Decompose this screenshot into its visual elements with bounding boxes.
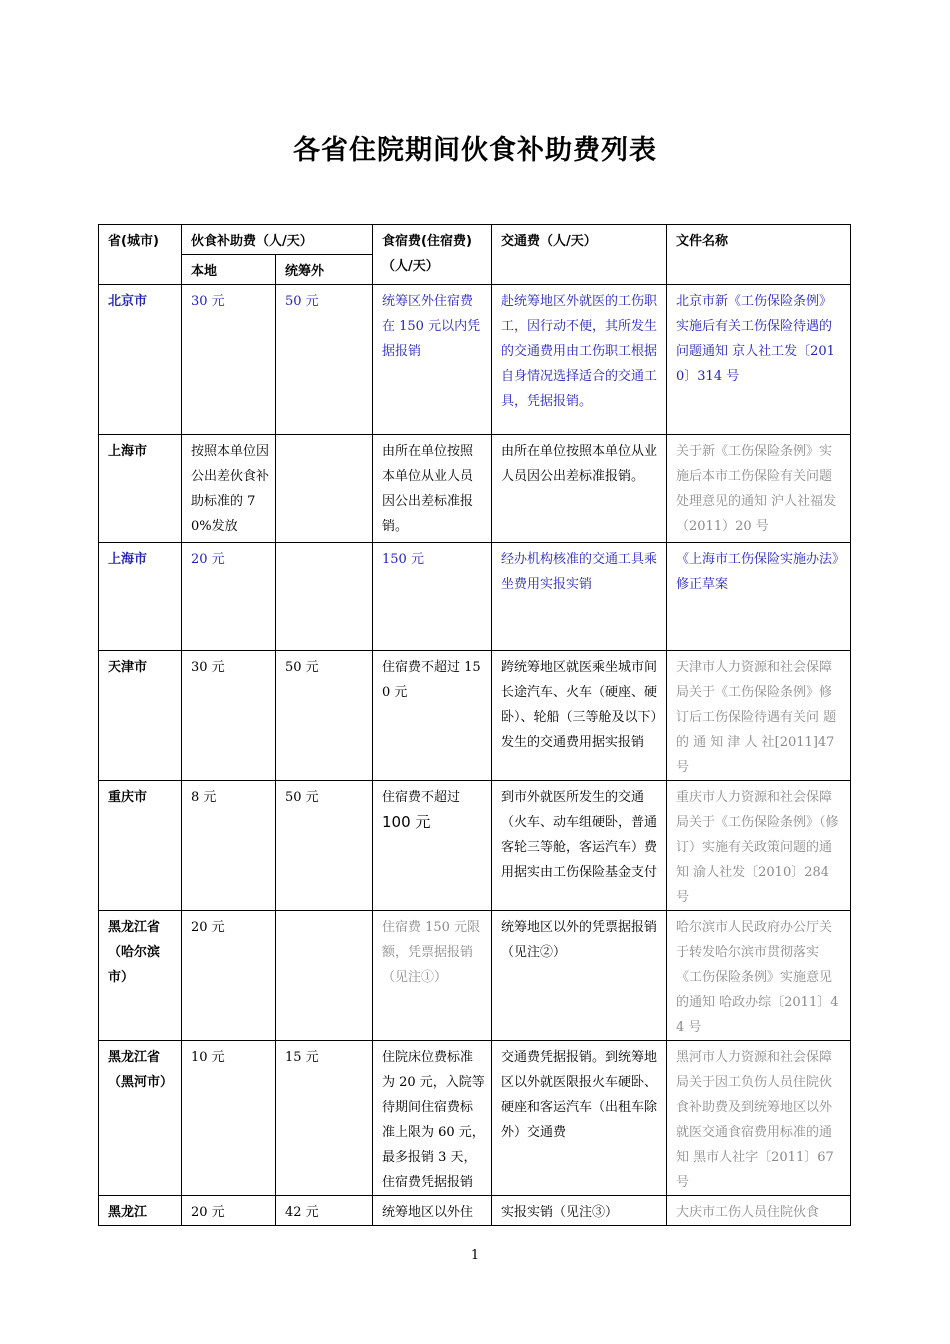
province-cell: 黑龙江: [99, 1196, 182, 1226]
document-cell: 北京市新《工伤保险条例》实施后有关工伤保险待遇的问题通知 京人社工发〔2010〕314 号: [667, 285, 851, 435]
outside-cell: 15 元: [276, 1041, 373, 1196]
province-cell: 黑龙江省（黑河市）: [99, 1041, 182, 1196]
table-row: [99, 435, 851, 543]
outside-cell: [276, 543, 373, 651]
table-row: [99, 781, 851, 911]
local-cell: 10 元: [182, 1041, 276, 1196]
local-cell: 按照本单位因公出差伙食补助标准的 70%发放: [182, 435, 276, 543]
document-cell: 重庆市人力资源和社会保障局关于《工伤保险条例》（修订）实施有关政策问题的通知 渝人社发〔2010〕284 号: [667, 781, 851, 911]
lodging-cell: 住院床位费标准为 20 元，入院等待期间住宿费标准上限为 60 元，最多报销 3 天，住宿费凭据报销: [373, 1041, 492, 1196]
outside-cell: [276, 911, 373, 1041]
province-cell: 北京市: [99, 285, 182, 435]
lodging-amount: 100 元: [382, 813, 431, 831]
local-cell: 20 元: [182, 911, 276, 1041]
table-row: [99, 543, 851, 651]
outside-cell: 50 元: [276, 285, 373, 435]
province-cell: 天津市: [99, 651, 182, 781]
local-cell: 8 元: [182, 781, 276, 911]
outside-cell: [276, 435, 373, 543]
header-transport: 交通费（人/天）: [492, 225, 667, 285]
header-province: 省(城市): [99, 225, 182, 285]
local-cell: 30 元: [182, 285, 276, 435]
document-cell: 天津市人力资源和社会保障局关于《工伤保险条例》修订后工伤保险待遇有关问 题 的 通 知 津 人 社[2011]47 号: [667, 651, 851, 781]
lodging-cell: 统筹区外住宿费在 150 元以内凭据报销: [373, 285, 492, 435]
local-cell: 20 元: [182, 1196, 276, 1226]
table-row: [99, 1041, 851, 1196]
document-cell: 哈尔滨市人民政府办公厅关于转发哈尔滨市贯彻落实《工伤保险条例》实施意见的通知 哈政办综〔2011〕44 号: [667, 911, 851, 1041]
lodging-cell: [373, 781, 492, 911]
province-cell: 上海市: [99, 543, 182, 651]
header-local: 本地: [182, 255, 276, 285]
local-cell: 30 元: [182, 651, 276, 781]
province-cell: 上海市: [99, 435, 182, 543]
transport-cell: 统筹地区以外的凭票据报销（见注②）: [492, 911, 667, 1041]
lodging-cell: 住宿费不超过 150 元: [373, 651, 492, 781]
document-cell: 黑河市人力资源和社会保障局关于因工负伤人员住院伙食补助费及到统筹地区以外就医交通食宿费用标准的通知 黑市人社字〔2011〕67 号: [667, 1041, 851, 1196]
header-lodging: 食宿费(住宿费)（人/天）: [373, 225, 492, 285]
lodging-cell: 住宿费 150 元限额，凭票据报销（见注①）: [373, 911, 492, 1041]
table-row: [99, 911, 851, 1041]
lodging-cell: 由所在单位按照本单位从业人员因公出差标准报销。: [373, 435, 492, 543]
local-cell: 20 元: [182, 543, 276, 651]
outside-cell: 50 元: [276, 651, 373, 781]
lodging-text: 住宿费不超过: [382, 790, 461, 805]
document-cell: 《上海市工伤保险实施办法》修正草案: [667, 543, 851, 651]
lodging-cell: 150 元: [373, 543, 492, 651]
transport-cell: 经办机构核准的交通工具乘坐费用实报实销: [492, 543, 667, 651]
outside-cell: 42 元: [276, 1196, 373, 1226]
header-row: [99, 225, 851, 255]
page-number: 1: [470, 1248, 480, 1263]
document-cell: 关于新《工伤保险条例》实施后本市工伤保险有关问题处理意见的通知 沪人社福发（2011）20 号: [667, 435, 851, 543]
header-outside: 统筹外: [276, 255, 373, 285]
page-title: 各省住院期间伙食补助费列表: [293, 135, 657, 166]
province-cell: 重庆市: [99, 781, 182, 911]
table-row: [99, 285, 851, 435]
transport-cell: 由所在单位按照本单位从业人员因公出差标准报销。: [492, 435, 667, 543]
table-row: [99, 651, 851, 781]
subsidy-table: [98, 224, 851, 1226]
header-meal: 伙食补助费（人/天）: [182, 225, 373, 255]
outside-cell: 50 元: [276, 781, 373, 911]
province-cell: 黑龙江省（哈尔滨市）: [99, 911, 182, 1041]
transport-cell: 交通费凭据报销。到统筹地区以外就医限报火车硬卧、硬座和客运汽车（出租车除外）交通费: [492, 1041, 667, 1196]
transport-cell: 跨统筹地区就医乘坐城市间长途汽车、火车（硬座、硬卧）、轮船（三等舱及以下）发生的交通费用据实报销: [492, 651, 667, 781]
table-row: [99, 1196, 851, 1226]
document-cell: 大庆市工伤人员住院伙食: [667, 1196, 851, 1226]
header-document: 文件名称: [667, 225, 851, 285]
transport-cell: 实报实销（见注③）: [492, 1196, 667, 1226]
transport-cell: 到市外就医所发生的交通（火车、动车组硬卧，普通客轮三等舱，客运汽车）费用据实由工伤保险基金支付: [492, 781, 667, 911]
lodging-cell: 统筹地区以外住: [373, 1196, 492, 1226]
transport-cell: 赴统筹地区外就医的工伤职工，因行动不便，其所发生的交通费用由工伤职工根据自身情况选择适合的交通工具，凭据报销。: [492, 285, 667, 435]
